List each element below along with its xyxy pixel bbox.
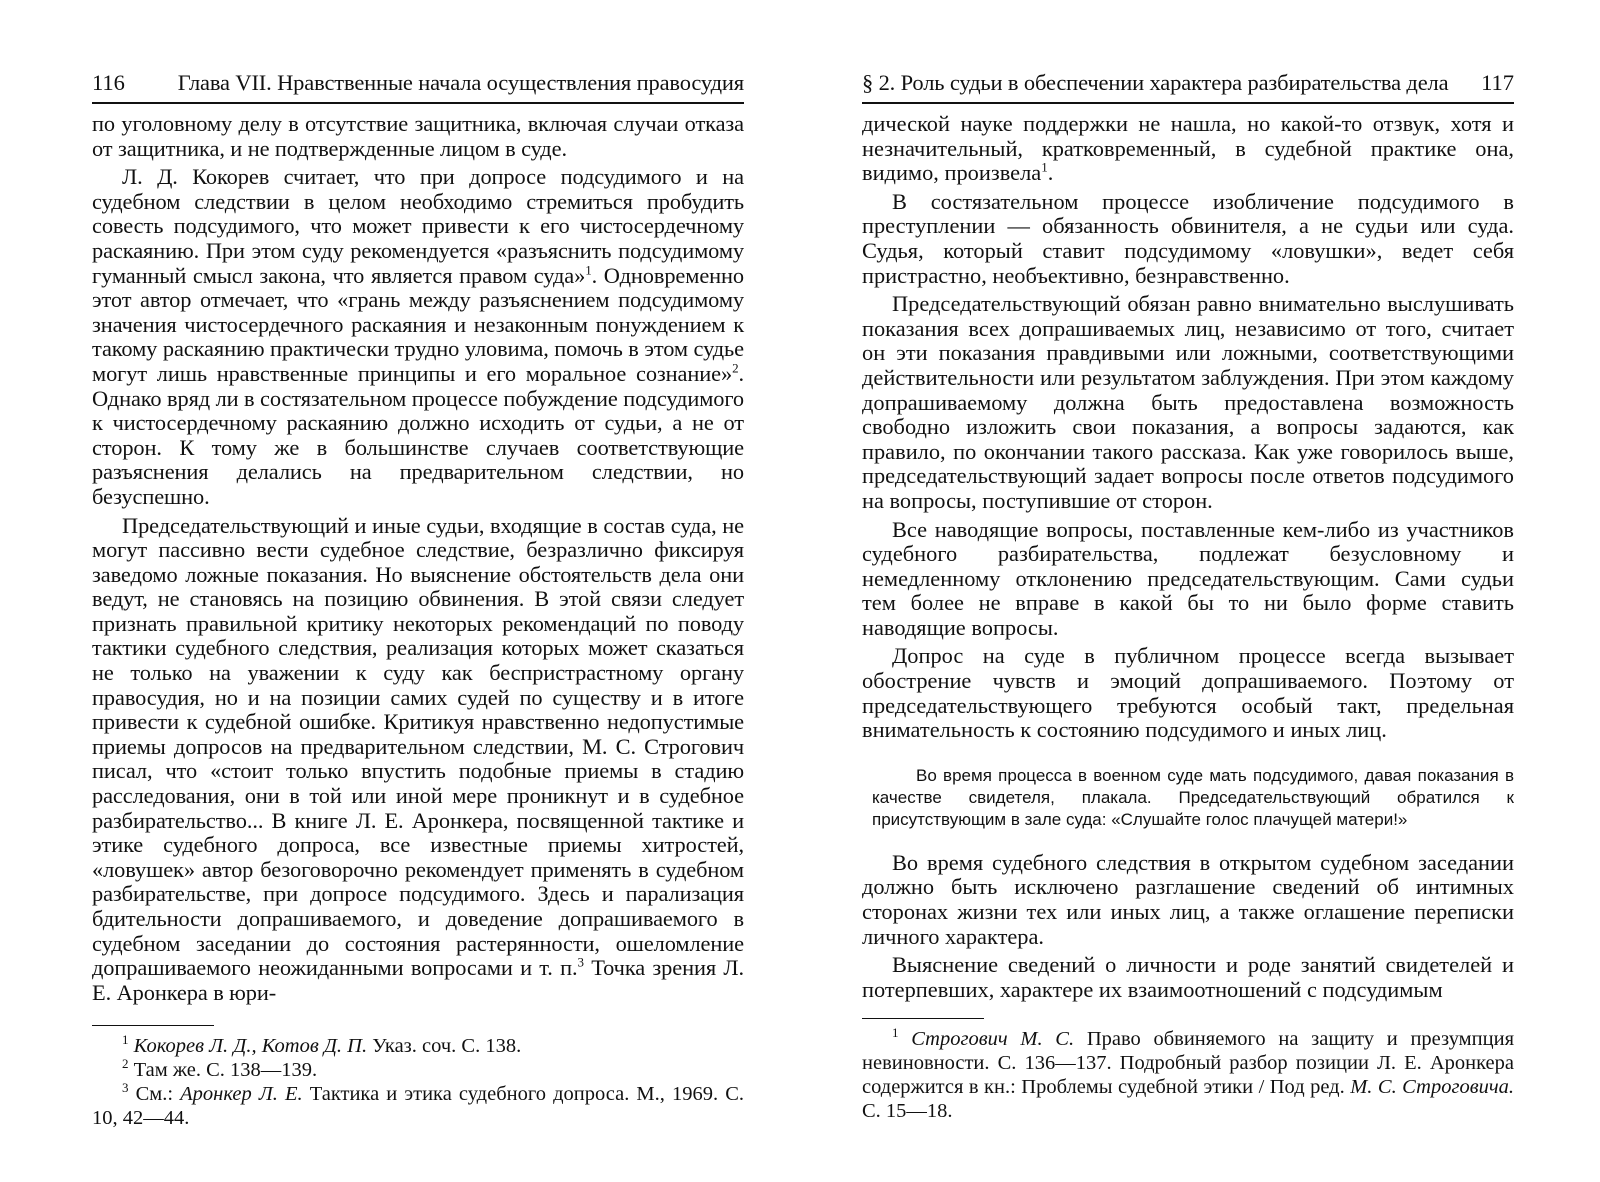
right-page <box>862 70 1514 1123</box>
footnote <box>92 1058 744 1082</box>
footnote-text: Указ. соч. С. 138. <box>372 1035 522 1058</box>
running-title: § 2. Роль судьи в обеспечении характера разбирательства дела <box>862 70 1449 95</box>
paragraph-text: дической науке поддержки не нашла, но какой-то отзвук, хотя и незначительный, кратковременный, в судебной практике она, видимо, произвела <box>862 111 1514 186</box>
main-text <box>862 112 1514 743</box>
footnote-pages: С. 15—18. <box>862 1100 953 1123</box>
footnote-authors: Кокорев Л. Д., Котов Д. П. <box>133 1035 368 1058</box>
paragraph: Во время судебного следствия в открытом судебном заседании должно быть исключено разглашение сведений об интимных сторонах жизни тех или иных лиц, а также оглашение переписки личного характера. <box>862 849 1514 949</box>
footnote-mark: 3 <box>122 1080 129 1096</box>
footnote-text: Там же. С. 138—139. <box>133 1059 318 1082</box>
example-text: Во время процесса в военном суде мать подсудимого, давая показания в качестве свидетеля, плакала. Председательствующий обратился к присутствующим в зале суда: «Слушайте голос плачущей матери!» <box>872 765 1514 829</box>
footnote-text: Право обвиняемого на защиту и презумпция невиновности. С. 136—137. Подробный разбор позиции Л. Е. Аронкера содержится в кн.: Проблемы судебной этики / Под ред. <box>862 1028 1514 1099</box>
footnote-divider <box>92 1025 214 1026</box>
running-header <box>92 70 744 104</box>
footnote-divider <box>862 1018 984 1019</box>
footnote-ref: 1 <box>585 262 592 278</box>
main-text-continued <box>862 851 1514 1003</box>
page-number: 116 <box>92 70 125 95</box>
footnote-mark: 1 <box>122 1032 129 1048</box>
footnote <box>862 1027 1514 1123</box>
footnote-mark: 1 <box>892 1025 899 1041</box>
footnotes <box>92 1034 744 1130</box>
main-text <box>92 112 744 1005</box>
paragraph-text: Председательствующий и иные судьи, входящие в состав суда, не могут пассивно вести судебное следствие, безразлично фиксируя заведомо ложные показания. Но выяснение обстоятельств дела они ведут, не становясь на позицию обвинения. В этой связи следует признать правильной критику некоторых рекомендаций по поводу тактики судебного следствия, реализация которых может сказаться не только на уважении к суду как беспристрастному органу правосудия, но и на позиции самих судей по существу и в итоге привести к судебной ошибке. Критикуя нравственно недопустимые приемы допросов на предварительном следствии, М. С. Строгович писал, что «стоит только впустить подобные приемы в стадию расследования, они в той или иной мере проникнут и в судебное разбирательство... В книге Л. Е. Аронкера, посвященной тактике и этике судебного допроса, все известные приемы хитростей, «ловушек» автор безоговорочно рекомендует применять в судебном разбирательстве, при допросе подсудимого. Здесь и парализация бдительности допрашиваемого, и доведение допрашиваемого в судебном заседании до состояния растерянности, ошеломление допрашиваемого неожиданными вопросами и т. п. <box>92 512 744 981</box>
paragraph-text: Однако вряд ли в состязательном процессе побуждение подсудимого к чистосердечному раскаянию должно исходить от судьи, а не от сторон. К тому же в большинстве случаев соответствующие разъяснения делались на предварительном следствии, но безуспешно. <box>92 385 745 509</box>
footnote-ref: 1 <box>1041 159 1048 175</box>
paragraph: Л. Д. Кокорев считает, что при допросе подсудимого и на судебном следствии в целом необходимо стремиться пробудить совесть подсудимого, что может привести к его чистосердечному раскаянию. При этом суду рекомендуется «разъяснить подсудимому гуманный смысл закона, что является правом суда»$^1$. Одновременно этот автор отмечает, что «грань между разъяснением подсудимому значения чистосердечного раскаяния и незаконным понуждением к такому раскаянию практически трудно уловима, помочь в этом судье могут лишь нравственные принципы и его моральное сознание»$^2$. Однако вряд ли в состязательном процессе побуждение подсудимого к чистосердечному раскаянию должно исходить от судьи, а не от сторон. К тому же в большинстве случаев соответствующие разъяснения делались на предварительном следствии, но безуспешно. <box>92 164 745 509</box>
paragraph: Председательствующий обязан равно внимательно выслушивать показания всех допрашиваемых лиц, независимо от того, считает он эти показания правдивыми или ложными, соответствующими действительности или результатом заблуждения. При этом каждому допрашиваемому должна быть предоставлена возможность свободно изложить свои показания, а вопросы задаются, как правило, по окончании такого рассказа. Как уже говорилось выше, председательствующий задает вопросы после ответов подсудимого на вопросы, поступившие от сторон. <box>862 291 1514 513</box>
footnote <box>92 1082 744 1130</box>
paragraph <box>92 514 744 1006</box>
footnote-editor: М. С. Строговича. <box>1350 1076 1514 1099</box>
paragraph: Все наводящие вопросы, поставленные кем-либо из участников судебного разбирательства, подлежат безусловному и немедленному отклонению председательствующим. Сами судьи тем более не вправе в какой бы то ни было форме ставить наводящие вопросы. <box>862 516 1514 640</box>
paragraph: по уголовному делу в отсутствие защитника, включая случаи отказа от защитника, и не подтвержденные лицом в суде. <box>92 111 744 161</box>
footnote-ref: 3 <box>577 954 584 970</box>
footnote-authors: Строгович М. С. <box>911 1028 1075 1051</box>
running-title: Глава VII. Нравственные начала осуществления правосудия <box>177 70 744 95</box>
paragraph-text: Л. Д. Кокорев считает, что при допросе подсудимого и на судебном следствии в целом необходимо стремиться пробудить совесть подсудимого, что может привести к его чистосердечному раскаянию. При этом суду рекомендуется «разъяснить подсудимому гуманный смысл закона, что является правом суда» <box>92 164 744 288</box>
left-page <box>92 70 744 1130</box>
footnote-prefix: См.: <box>135 1083 174 1106</box>
footnote-mark: 2 <box>122 1056 129 1072</box>
footnote-text: Тактика и этика судебного допроса. М., 1969. С. 10, 42—44. <box>92 1083 744 1130</box>
paragraph: Допрос на суде в публичном процессе всегда вызывает обострение чувств и эмоций допрашиваемого. Поэтому от председательствующего требуются особый такт, предельная внимательность к состоянию подсудимого и иных лиц. <box>862 643 1514 743</box>
page-number: 117 <box>1481 70 1514 95</box>
paragraph: В состязательном процессе изобличение подсудимого в преступлении — обязанность обвинителя, а не судьи или суда. Судья, который ставит подсудимому «ловушки», ведет себя пристрастно, необъективно, безнравственно. <box>862 188 1514 288</box>
footnote-ref: 2 <box>732 360 739 376</box>
footnote <box>92 1034 744 1058</box>
paragraph: Выяснение сведений о личности и роде занятий свидетелей и потерпевших, характере их взаимоотношений с подсудимым <box>862 952 1514 1002</box>
paragraph-text: Точка зрения Л. Е. Аронкера в юри- <box>92 955 744 1005</box>
paragraph-text: Одновременно этот автор отмечает, что «грань между разъяснением подсудимому значения чистосердечного раскаяния и незаконным понуждением к такому раскаянию практически трудно уловима, помочь в этом судье могут лишь нравственные принципы и его моральное сознание» <box>92 262 745 386</box>
paragraph: дической науке поддержки не нашла, но какой-то отзвук, хотя и незначительный, кратковременный, в судебной практике она, видимо, произвела$^1$. <box>862 111 1514 186</box>
footnotes <box>862 1027 1514 1123</box>
running-header <box>862 70 1514 104</box>
example-block <box>862 765 1514 831</box>
footnote-authors: Аронкер Л. Е. <box>180 1083 303 1106</box>
